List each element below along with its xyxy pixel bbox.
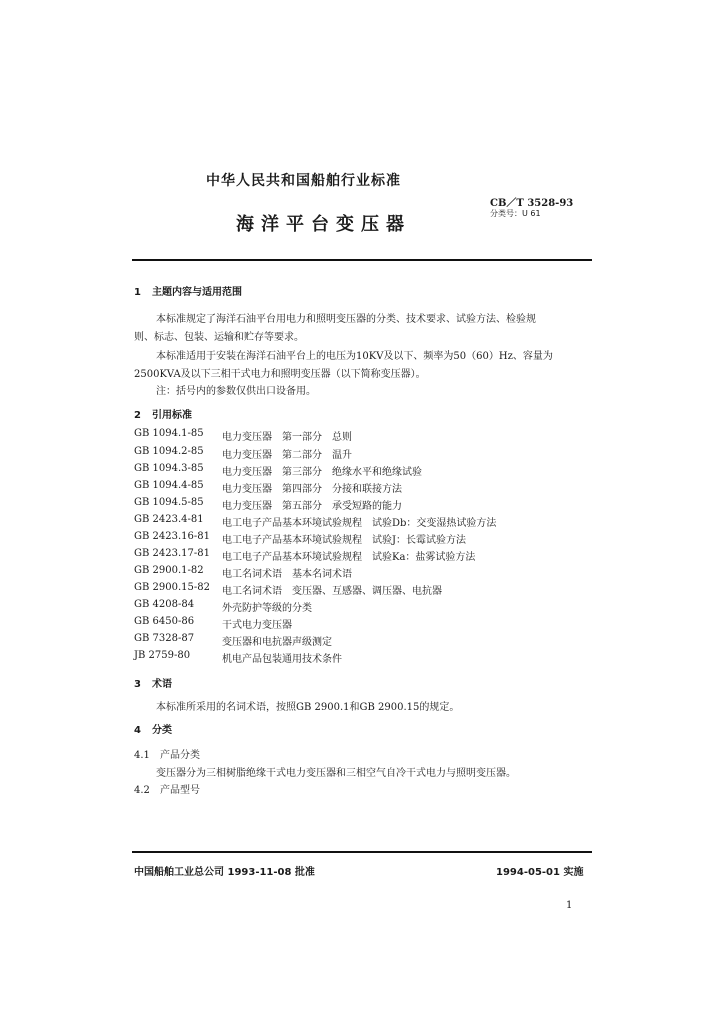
footer-rule [132, 851, 592, 853]
section-4-heading [134, 721, 172, 736]
reference-code: GB 2900.15-82 [134, 582, 210, 593]
section-3-heading [134, 675, 172, 690]
standard-number: CB／T 3528-93 [490, 198, 574, 209]
s1-paragraph-2-line-1: 本标准适用于安装在海洋石油平台上的电压为10KV及以下、频率为50（60）Hz、容量为 [156, 351, 553, 362]
section-number: 4 [134, 725, 141, 736]
reference-code: GB 2423.4-81 [134, 514, 204, 525]
section-title: 术语 [152, 679, 172, 690]
s1-note: 注：括号内的参数仅供出口设备用。 [156, 386, 316, 397]
classification-number: 分类号：U 61 [490, 209, 541, 218]
reference-code: GB 1094.1-85 [134, 428, 204, 439]
reference-code: GB 1094.5-85 [134, 497, 204, 508]
subsection-number: 4.2 [134, 785, 150, 796]
section-title: 引用标准 [152, 410, 192, 421]
reference-title: 电力变压器 第三部分 绝缘水平和绝缘试验 [222, 467, 422, 478]
reference-code: GB 6450-86 [134, 616, 195, 627]
reference-title: 电工电子产品基本环境试验规程 试验Ka：盐雾试验方法 [222, 552, 476, 563]
reference-title: 电力变压器 第二部分 温升 [222, 450, 352, 461]
issuing-body-title: 中华人民共和国船舶行业标准 [206, 173, 401, 189]
section-1-heading [134, 283, 242, 298]
reference-code: GB 4208-84 [134, 599, 195, 610]
subsection-title: 产品型号 [160, 785, 200, 796]
s1-paragraph-1-line-1: 本标准规定了海洋石油平台用电力和照明变压器的分类、技术要求、试验方法、检验规 [156, 314, 536, 325]
subsection-4-2-heading [134, 781, 200, 796]
section-title: 分类 [152, 725, 172, 736]
section-title: 主题内容与适用范围 [152, 287, 242, 298]
subsection-number: 4.1 [134, 750, 150, 761]
reference-title: 干式电力变压器 [222, 620, 292, 631]
reference-code: GB 1094.4-85 [134, 480, 204, 491]
document-title: 海洋平台变压器 [236, 214, 411, 235]
reference-title: 电工名词术语 基本名词术语 [222, 569, 352, 580]
reference-code: GB 1094.3-85 [134, 463, 204, 474]
s1-paragraph-2-line-2: 2500KVA及以下三相干式电力和照明变压器（以下简称变压器）。 [134, 369, 426, 380]
reference-title: 机电产品包装通用技术条件 [222, 654, 342, 665]
reference-title: 电力变压器 第五部分 承受短路的能力 [222, 501, 402, 512]
section-2-heading [134, 406, 192, 421]
reference-title: 变压器和电抗器声级测定 [222, 637, 332, 648]
reference-title: 电工电子产品基本环境试验规程 试验Db：交变湿热试验方法 [222, 518, 497, 529]
reference-code: GB 1094.2-85 [134, 446, 204, 457]
header-rule [132, 259, 592, 261]
reference-code: GB 2423.17-81 [134, 548, 210, 559]
implementation-date: 1994-05-01 实施 [496, 867, 584, 878]
section-number: 3 [134, 679, 141, 690]
reference-code: GB 2423.16-81 [134, 531, 210, 542]
reference-code: GB 7328-87 [134, 633, 195, 644]
reference-title: 电工名词术语 变压器、互感器、调压器、电抗器 [222, 586, 442, 597]
section-number: 2 [134, 410, 141, 421]
reference-title: 电工电子产品基本环境试验规程 试验J：长霉试验方法 [222, 535, 467, 546]
page-number: 1 [566, 900, 573, 911]
s3-paragraph: 本标准所采用的名词术语，按照GB 2900.1和GB 2900.15的规定。 [156, 702, 460, 713]
reference-code: JB 2759-80 [134, 650, 191, 661]
section-number: 1 [134, 287, 141, 298]
reference-title: 电力变压器 第四部分 分接和联接方法 [222, 484, 402, 495]
subsection-title: 产品分类 [160, 750, 200, 761]
subsection-4-1-heading [134, 746, 200, 761]
s1-paragraph-1-line-2: 则、标志、包装、运输和贮存等要求。 [134, 332, 304, 343]
s4-1-paragraph: 变压器分为三相树脂绝缘干式电力变压器和三相空气自冷干式电力与照明变压器。 [156, 768, 516, 779]
reference-title: 外壳防护等级的分类 [222, 603, 312, 614]
reference-title: 电力变压器 第一部分 总则 [222, 432, 352, 443]
approval-statement: 中国船舶工业总公司 1993-11-08 批准 [134, 867, 315, 878]
reference-code: GB 2900.1-82 [134, 565, 204, 576]
